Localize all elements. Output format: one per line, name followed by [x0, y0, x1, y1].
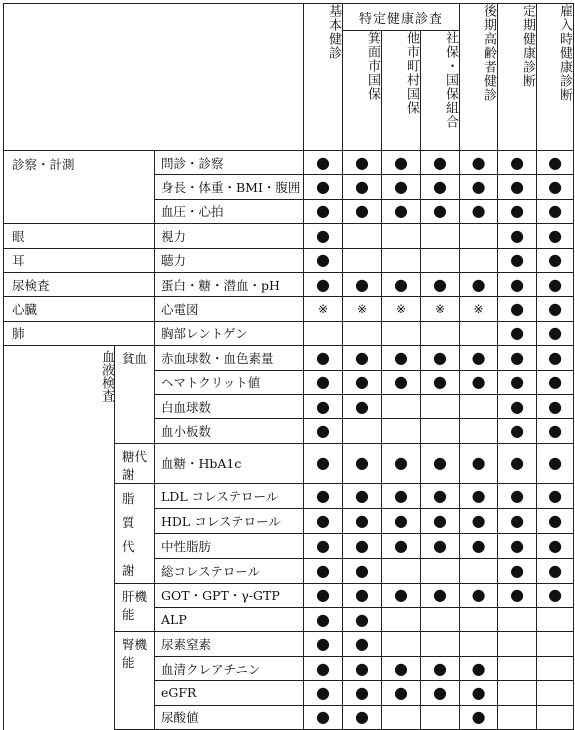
mark-cell [421, 248, 460, 272]
dot-mark: ● [537, 248, 574, 272]
dot-mark: ● [304, 443, 343, 483]
mark-cell [537, 608, 574, 632]
dot-mark: ● [498, 224, 537, 248]
mark-cell [382, 632, 421, 656]
dot-mark: ● [382, 533, 421, 558]
dot-mark: ● [421, 681, 460, 705]
item-label: 赤血球数・血色素量 [155, 346, 304, 370]
dot-mark: ● [343, 608, 382, 632]
dot-mark: ● [537, 297, 574, 321]
mark-cell [382, 705, 421, 729]
dot-mark: ● [498, 419, 537, 443]
note-mark: ※ [382, 297, 421, 321]
dot-mark: ● [498, 248, 537, 272]
dot-mark: ● [460, 656, 498, 680]
item-label: LDL コレステロール [155, 483, 304, 508]
table-row [4, 346, 574, 370]
dot-mark: ● [537, 533, 574, 558]
dot-mark: ● [304, 248, 343, 272]
dot-mark: ● [304, 419, 343, 443]
dot-mark: ● [537, 508, 574, 533]
item-label: 胸部レントゲン [155, 321, 304, 345]
dot-mark: ● [537, 443, 574, 483]
header-kihon: 基本健診 [304, 4, 343, 151]
dot-mark: ● [498, 272, 537, 296]
mark-cell [460, 419, 498, 443]
dot-mark: ● [382, 199, 421, 223]
header-kouki: 後期高齢者健診 [460, 4, 498, 151]
dot-mark: ● [537, 224, 574, 248]
mark-cell [421, 321, 460, 345]
dot-mark: ● [343, 656, 382, 680]
mark-cell [498, 681, 537, 705]
header-shaho: 社保・国保組合 [421, 31, 460, 151]
dot-mark: ● [498, 199, 537, 223]
exam-items-table [3, 3, 574, 730]
subcategory-label: 貧血 [115, 346, 155, 444]
item-label: 聴力 [155, 248, 304, 272]
item-label: ALP [155, 608, 304, 632]
dot-mark: ● [460, 483, 498, 508]
dot-mark: ● [343, 705, 382, 729]
mark-cell [421, 632, 460, 656]
dot-mark: ● [343, 681, 382, 705]
dot-mark: ● [304, 272, 343, 296]
item-label: HDL コレステロール [155, 508, 304, 533]
item-label: 総コレステロール [155, 558, 304, 583]
dot-mark: ● [382, 483, 421, 508]
mark-cell [537, 681, 574, 705]
mark-cell [498, 632, 537, 656]
item-label: 心電図 [155, 297, 304, 321]
mark-cell [421, 608, 460, 632]
note-mark: ※ [460, 297, 498, 321]
dot-mark: ● [304, 175, 343, 199]
mark-cell [460, 632, 498, 656]
mark-cell [421, 558, 460, 583]
dot-mark: ● [421, 443, 460, 483]
dot-mark: ● [382, 583, 421, 607]
category-label-blood: 血液検査 [4, 346, 115, 730]
dot-mark: ● [304, 533, 343, 558]
category-label: 耳 [4, 248, 155, 272]
dot-mark: ● [382, 681, 421, 705]
dot-mark: ● [343, 272, 382, 296]
dot-mark: ● [537, 175, 574, 199]
dot-mark: ● [304, 370, 343, 394]
mark-cell [498, 656, 537, 680]
table-row [4, 272, 574, 296]
dot-mark: ● [421, 483, 460, 508]
dot-mark: ● [304, 608, 343, 632]
dot-mark: ● [343, 533, 382, 558]
dot-mark: ● [537, 151, 574, 175]
mark-cell [498, 608, 537, 632]
dot-mark: ● [498, 583, 537, 607]
dot-mark: ● [304, 483, 343, 508]
dot-mark: ● [498, 443, 537, 483]
dot-mark: ● [421, 272, 460, 296]
mark-cell [382, 558, 421, 583]
header-tokutei-group: 特定健康診査 [343, 4, 460, 31]
dot-mark: ● [460, 583, 498, 607]
dot-mark: ● [304, 583, 343, 607]
subcategory-label: 糖代謝 [115, 443, 155, 483]
dot-mark: ● [304, 632, 343, 656]
dot-mark: ● [304, 656, 343, 680]
item-label: 蛋白・糖・潜血・pH [155, 272, 304, 296]
mark-cell [382, 224, 421, 248]
dot-mark: ● [460, 151, 498, 175]
dot-mark: ● [421, 508, 460, 533]
dot-mark: ● [304, 394, 343, 418]
dot-mark: ● [537, 272, 574, 296]
dot-mark: ● [460, 443, 498, 483]
dot-mark: ● [421, 583, 460, 607]
header-koinyu: 雇入時健康診断 [537, 4, 574, 151]
mark-cell [421, 419, 460, 443]
mark-cell [382, 394, 421, 418]
mark-cell [304, 321, 343, 345]
item-label: 問診・診察 [155, 151, 304, 175]
header-teiki: 定期健康診断 [498, 4, 537, 151]
item-label: 視力 [155, 224, 304, 248]
item-label: 身長・体重・BMI・腹囲 [155, 175, 304, 199]
item-label: 白血球数 [155, 394, 304, 418]
dot-mark: ● [537, 321, 574, 345]
dot-mark: ● [537, 419, 574, 443]
category-label: 眼 [4, 224, 155, 248]
note-mark: ※ [421, 297, 460, 321]
item-label: GOT・GPT・γ-GTP [155, 583, 304, 607]
mark-cell [382, 321, 421, 345]
dot-mark: ● [382, 370, 421, 394]
dot-mark: ● [382, 443, 421, 483]
item-label: 血糖・HbA1c [155, 443, 304, 483]
dot-mark: ● [304, 508, 343, 533]
dot-mark: ● [382, 346, 421, 370]
dot-mark: ● [421, 656, 460, 680]
dot-mark: ● [304, 681, 343, 705]
mark-cell [498, 705, 537, 729]
header-corner [4, 4, 304, 151]
dot-mark: ● [421, 175, 460, 199]
dot-mark: ● [343, 346, 382, 370]
dot-mark: ● [421, 151, 460, 175]
dot-mark: ● [382, 508, 421, 533]
dot-mark: ● [343, 151, 382, 175]
dot-mark: ● [537, 370, 574, 394]
dot-mark: ● [421, 370, 460, 394]
item-label: 尿素窒素 [155, 632, 304, 656]
table-row [4, 248, 574, 272]
dot-mark: ● [498, 297, 537, 321]
dot-mark: ● [421, 346, 460, 370]
dot-mark: ● [498, 346, 537, 370]
dot-mark: ● [460, 370, 498, 394]
mark-cell [537, 705, 574, 729]
dot-mark: ● [460, 346, 498, 370]
dot-mark: ● [537, 346, 574, 370]
dot-mark: ● [304, 151, 343, 175]
note-mark: ※ [304, 297, 343, 321]
dot-mark: ● [460, 199, 498, 223]
dot-mark: ● [343, 483, 382, 508]
dot-mark: ● [304, 705, 343, 729]
mark-cell [382, 248, 421, 272]
dot-mark: ● [537, 558, 574, 583]
mark-cell [382, 419, 421, 443]
dot-mark: ● [537, 199, 574, 223]
dot-mark: ● [343, 443, 382, 483]
subcategory-label: 腎機能 [115, 632, 155, 730]
dot-mark: ● [343, 632, 382, 656]
item-label: 血小板数 [155, 419, 304, 443]
table-row [4, 321, 574, 345]
dot-mark: ● [304, 346, 343, 370]
dot-mark: ● [460, 681, 498, 705]
table-row [4, 224, 574, 248]
dot-mark: ● [460, 272, 498, 296]
subcategory-label: 脂質代謝 [115, 483, 155, 583]
table-row [4, 297, 574, 321]
dot-mark: ● [460, 175, 498, 199]
dot-mark: ● [498, 321, 537, 345]
mark-cell [460, 558, 498, 583]
mark-cell [343, 248, 382, 272]
mark-cell [460, 394, 498, 418]
header-tashi: 他市町村国保 [382, 31, 421, 151]
mark-cell [537, 632, 574, 656]
mark-cell [460, 248, 498, 272]
note-mark: ※ [343, 297, 382, 321]
dot-mark: ● [460, 705, 498, 729]
dot-mark: ● [498, 175, 537, 199]
dot-mark: ● [460, 508, 498, 533]
dot-mark: ● [498, 151, 537, 175]
dot-mark: ● [498, 483, 537, 508]
dot-mark: ● [343, 370, 382, 394]
dot-mark: ● [498, 370, 537, 394]
dot-mark: ● [304, 558, 343, 583]
dot-mark: ● [304, 199, 343, 223]
dot-mark: ● [537, 394, 574, 418]
item-label: 尿酸値 [155, 705, 304, 729]
mark-cell [537, 656, 574, 680]
mark-cell [421, 394, 460, 418]
mark-cell [421, 705, 460, 729]
dot-mark: ● [498, 508, 537, 533]
mark-cell [343, 321, 382, 345]
dot-mark: ● [343, 175, 382, 199]
dot-mark: ● [460, 533, 498, 558]
category-label: 診察・計測 [4, 151, 155, 224]
subcategory-label: 肝機能 [115, 583, 155, 632]
dot-mark: ● [304, 224, 343, 248]
dot-mark: ● [421, 533, 460, 558]
mark-cell [460, 224, 498, 248]
dot-mark: ● [537, 483, 574, 508]
category-label: 肺 [4, 321, 155, 345]
dot-mark: ● [343, 199, 382, 223]
dot-mark: ● [343, 583, 382, 607]
mark-cell [460, 321, 498, 345]
mark-cell [421, 224, 460, 248]
dot-mark: ● [421, 199, 460, 223]
dot-mark: ● [343, 558, 382, 583]
dot-mark: ● [343, 508, 382, 533]
dot-mark: ● [498, 533, 537, 558]
item-label: ヘマトクリット値 [155, 370, 304, 394]
dot-mark: ● [498, 394, 537, 418]
item-label: 中性脂肪 [155, 533, 304, 558]
dot-mark: ● [382, 151, 421, 175]
dot-mark: ● [343, 394, 382, 418]
item-label: 血圧・心拍 [155, 199, 304, 223]
mark-cell [343, 224, 382, 248]
category-label: 尿検査 [4, 272, 155, 296]
item-label: 血清クレアチニン [155, 656, 304, 680]
dot-mark: ● [382, 175, 421, 199]
header-mino: 箕面市国保 [343, 31, 382, 151]
dot-mark: ● [382, 656, 421, 680]
dot-mark: ● [382, 272, 421, 296]
dot-mark: ● [537, 583, 574, 607]
mark-cell [382, 608, 421, 632]
table-row [4, 151, 574, 175]
category-label: 心臓 [4, 297, 155, 321]
mark-cell [460, 608, 498, 632]
dot-mark: ● [498, 558, 537, 583]
mark-cell [343, 419, 382, 443]
item-label: eGFR [155, 681, 304, 705]
